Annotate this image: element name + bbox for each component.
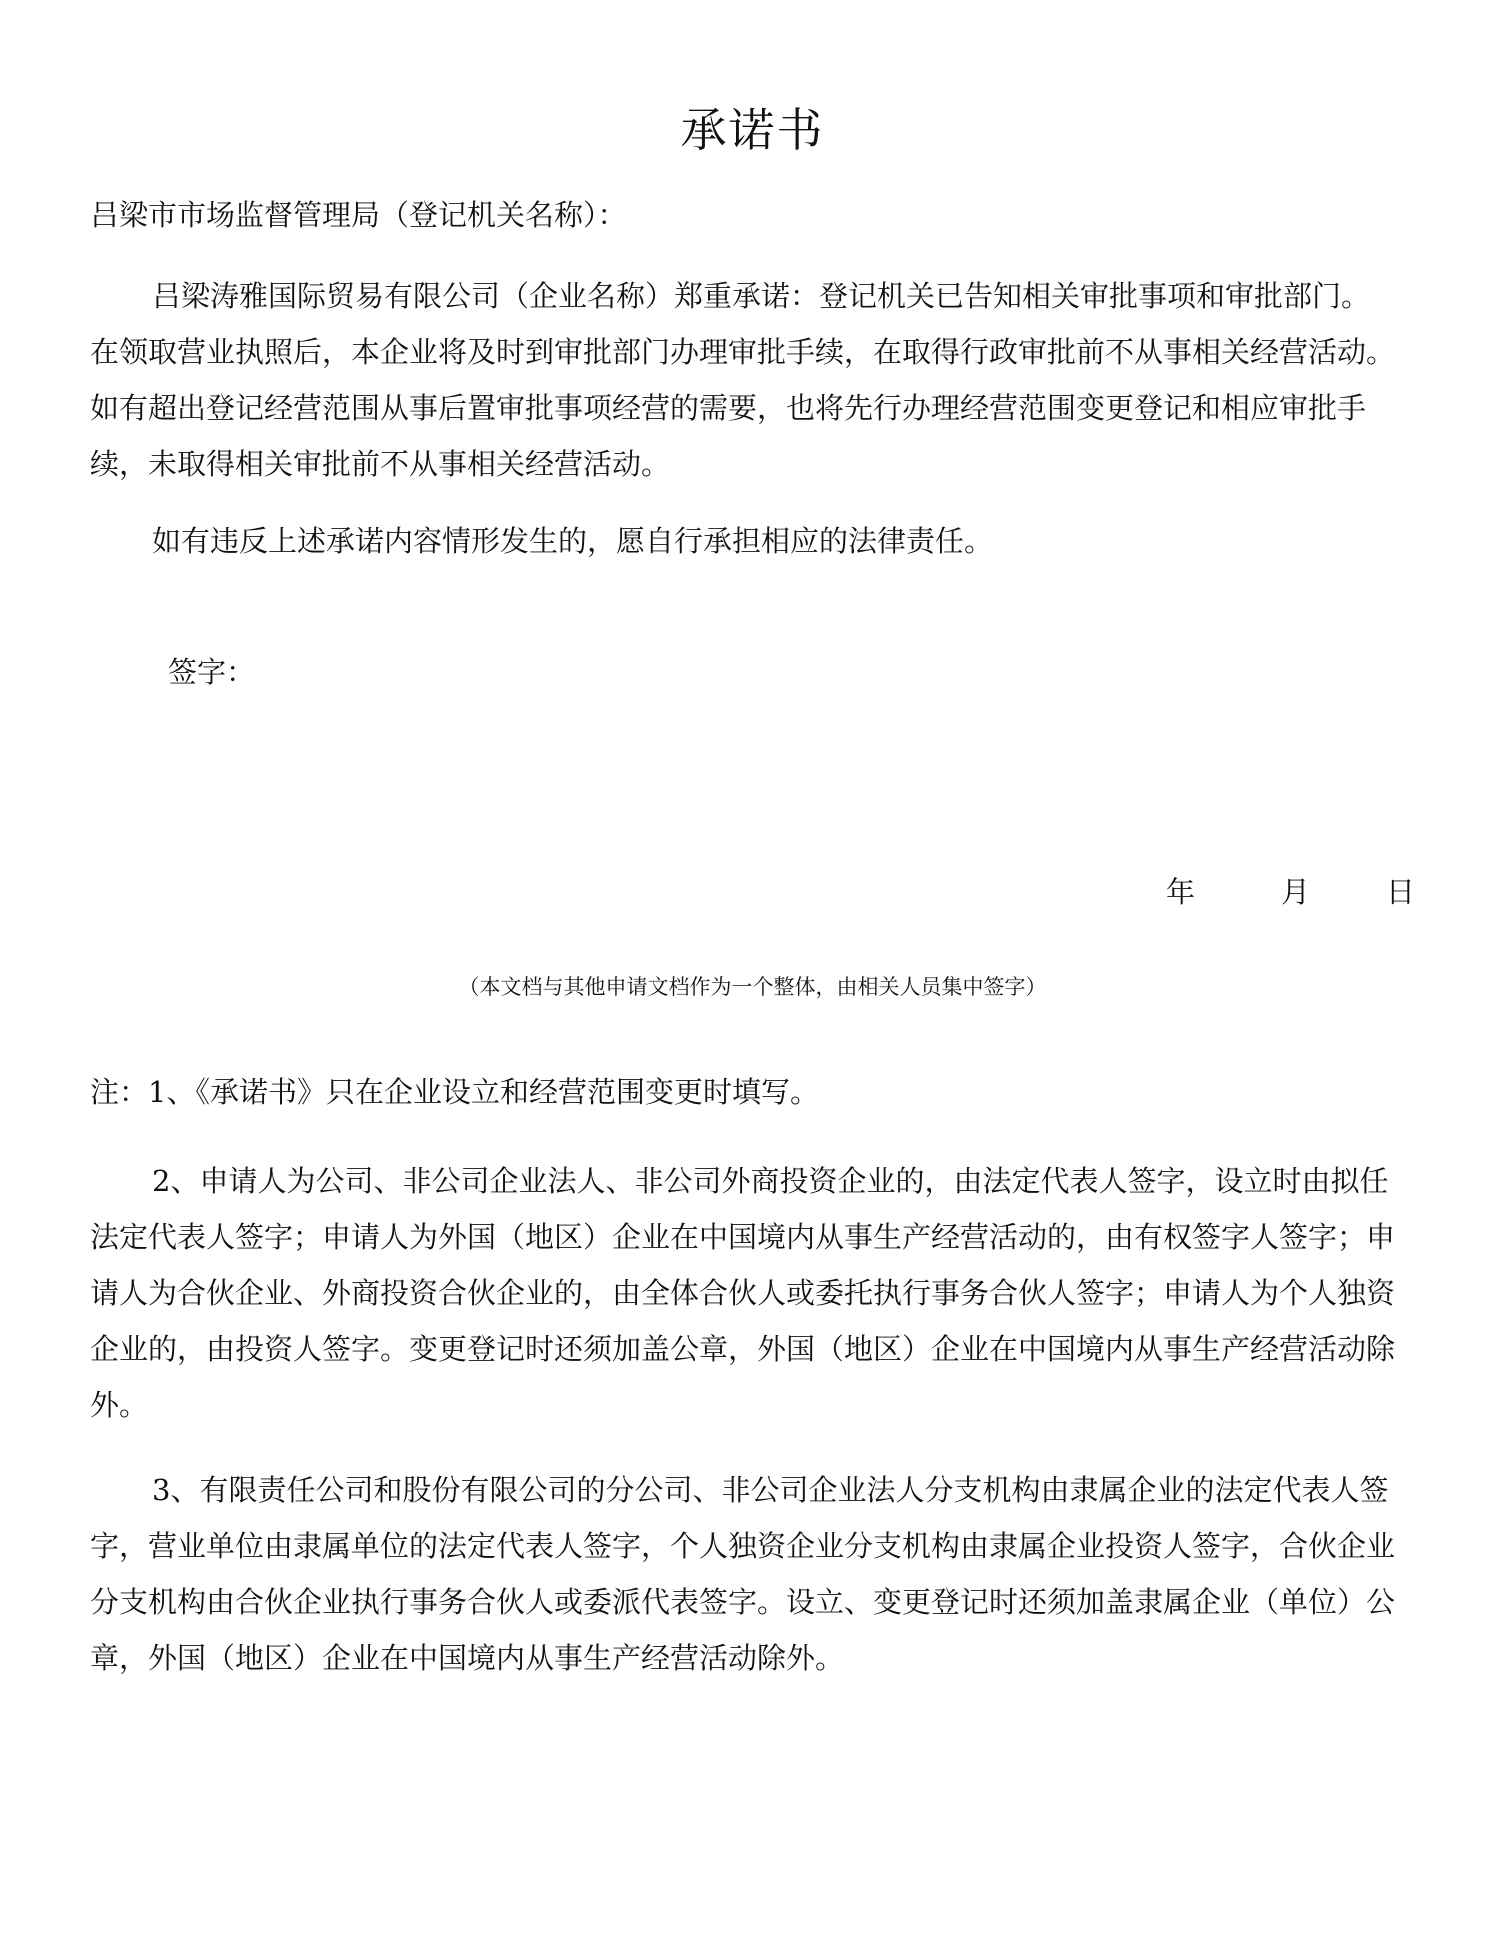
- date-line: [1166, 872, 1426, 912]
- date-month-label: 月: [1281, 875, 1311, 909]
- note-item-1: 注：1、《承诺书》只在企业设立和经营范围变更时填写。: [90, 1075, 819, 1109]
- note-item-3: 3、有限责任公司和股份有限公司的分公司、非公司企业法人分支机构由隶属企业的法定代表人签字，营业单位由隶属单位的法定代表人签字，个人独资企业分支机构由隶属企业投资人签字，合伙企业分支机构由合伙企业执行事务合伙人或委派代表签字。设立、变更登记时还须加盖隶属企业（单位）公章，外国（地区）企业在中国境内从事生产经营活动除外。: [90, 1473, 1396, 1675]
- document-title: 承诺书: [680, 103, 825, 157]
- signing-footnote: （本文档与其他申请文档作为一个整体，由相关人员集中签字）: [458, 975, 1047, 999]
- commitment-paragraph: 吕梁涛雅国际贸易有限公司（企业名称）郑重承诺：登记机关已告知相关审批事项和审批部门。 在领取营业执照后，本企业将及时到审批部门办理审批手续，在取得行政审批前不从事相关经营活动。如有超出登记经营范围从事后置审批事项经营的需要，也将先行办理经营范围变更登记和相应审批手续，未取得相关审批前不从事相关经营活动。: [90, 279, 1396, 481]
- signature-label: 签字：: [168, 655, 256, 689]
- date-day-label: 日: [1386, 875, 1416, 909]
- liability-paragraph: 如有违反上述承诺内容情形发生的，愿自行承担相应的法律责任。: [152, 524, 994, 558]
- note-item-2: 2、申请人为公司、非公司企业法人、非公司外商投资企业的，由法定代表人签字，设立时由拟任法定代表人签字；申请人为外国（地区）企业在中国境内从事生产经营活动的，由有权签字人签字；申请人为合伙企业、外商投资合伙企业的，由全体合伙人或委托执行事务合伙人签字；申请人为个人独资企业的，由投资人签字。变更登记时还须加盖公章，外国（地区）企业在中国境内从事生产经营活动除外。: [90, 1164, 1396, 1422]
- addressee-line: 吕梁市市场监督管理局（登记机关名称）：: [90, 198, 627, 232]
- date-year-label: 年: [1166, 875, 1196, 909]
